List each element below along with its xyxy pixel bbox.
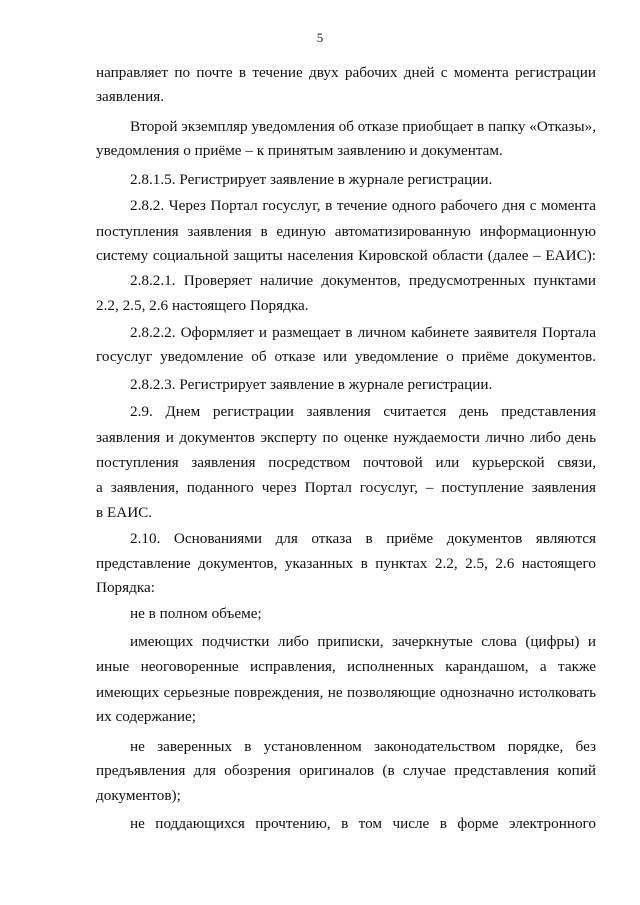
text-line: а заявления, поданного через Портал госуслуг, – поступление заявления <box>96 479 596 496</box>
text-line: систему социальной защиты населения Кировской области (далее – ЕАИС): <box>96 247 596 264</box>
text-line: заявления. <box>96 88 165 105</box>
text-line: Порядка: <box>96 579 155 596</box>
text-line: в ЕАИС. <box>96 504 153 521</box>
text-line: 2.9. Днем регистрации заявления считается день представления <box>130 403 596 420</box>
text-line: не в полном объеме; <box>130 605 262 622</box>
text-line: 2.8.1.5. Регистрирует заявление в журнале регистрации. <box>130 171 493 188</box>
text-line: госуслуг уведомление об отказе или уведомление о приёме документов. <box>96 348 596 365</box>
text-line: заявления и документов эксперту по оценке нуждаемости лично либо день <box>96 429 596 446</box>
text-line: имеющих серьезные повреждения, не позволяющие однозначно истолковать <box>96 684 596 701</box>
text-line: имеющих подчистки либо приписки, зачеркнутые слова (цифры) и <box>130 633 596 650</box>
text-line: поступления заявления посредством почтовой или курьерской связи, <box>96 454 596 471</box>
text-line: поступления заявления в единую автоматизированную информационную <box>96 223 596 240</box>
text-line: 2.8.2. Через Портал госуслуг, в течение одного рабочего дня с момента <box>130 197 596 214</box>
text-line: 2.8.2.3. Регистрирует заявление в журнале регистрации. <box>130 376 493 393</box>
text-line: предъявления для обозрения оригиналов (в случае представления копий <box>96 762 596 779</box>
text-line: иные неоговоренные исправления, исполненных карандашом, а также <box>96 658 596 675</box>
text-line: их содержание; <box>96 708 196 725</box>
page-number: 5 <box>316 30 324 45</box>
text-line: 2.2, 2.5, 2.6 настоящего Порядка. <box>96 297 309 314</box>
text-line: 2.8.2.2. Оформляет и размещает в личном кабинете заявителя Портала <box>130 324 596 341</box>
text-line: 2.8.2.1. Проверяет наличие документов, предусмотренных пунктами <box>130 272 596 289</box>
text-line: представление документов, указанных в пунктах 2.2, 2.5, 2.6 настоящего <box>96 555 596 572</box>
text-line: не заверенных в установленном законодательством порядке, без <box>130 738 596 755</box>
text-line: направляет по почте в течение двух рабочих дней с момента регистрации <box>96 64 596 81</box>
text-line: Второй экземпляр уведомления об отказе приобщает в папку «Отказы», <box>130 118 596 135</box>
text-line: 2.10. Основаниями для отказа в приёме документов являются <box>130 530 596 547</box>
text-line: документов); <box>96 787 181 804</box>
text-line: не поддающихся прочтению, в том числе в форме электронного <box>130 815 596 832</box>
text-line: уведомления о приёме – к принятым заявлению и документам. <box>96 142 503 159</box>
